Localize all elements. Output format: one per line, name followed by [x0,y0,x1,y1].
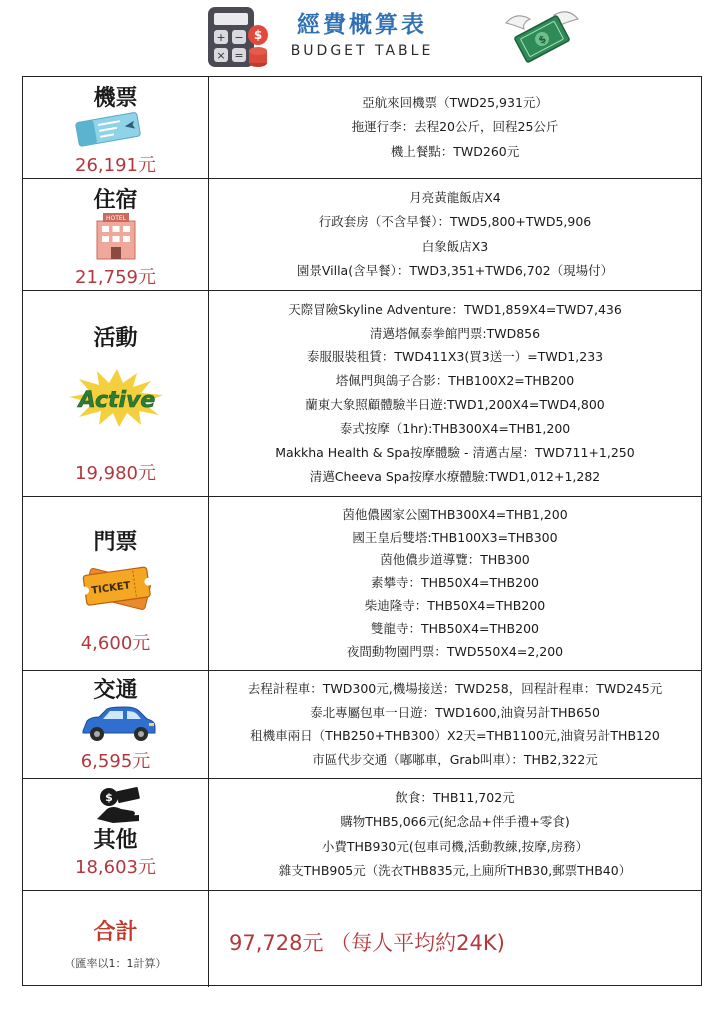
detail-line: 柴迪隆寺：THB50X4=THB200 [364,598,546,614]
detail-line: 亞航來回機票（TWD25,931元） [362,95,548,111]
hotel-category-cell [23,179,209,290]
detail-line: 泰北專屬包車一日遊：TWD1600,油資另計THB650 [310,704,600,720]
svg-text:$: $ [105,791,113,804]
activity-category-cell [23,291,209,496]
detail-line: 清邁Cheeva Spa按摩水療體驗:TWD1,012+1,282 [309,469,601,484]
hotel-details [209,179,701,290]
detail-line: 園景Villa(含早餐）：TWD3,351+TWD6,702（現場付） [296,262,614,278]
transport-row [23,671,701,779]
other-amount: 18,603元 [75,857,156,878]
detail-line: 行政套房（不含早餐）：TWD5,800+TWD5,906 [318,214,592,230]
plane-ticket-icon [73,109,147,149]
total-label-cell [23,891,209,987]
flying-money-icon [500,5,584,67]
detail-line: 泰服服裝租賃：TWD411X3(買3送一）=TWD1,233 [306,349,604,365]
page-header [0,0,724,76]
total-value-cell [209,891,701,987]
svg-text:$: $ [537,33,549,47]
detail-line: 飲食：THB11,702元 [395,790,515,805]
svg-text:×: × [216,49,226,62]
page-title: 經費概算表 [297,11,427,38]
detail-line: 素攀寺：THB50X4=THB200 [371,575,539,591]
activity-row [23,291,701,497]
detail-line: 購物THB5,066元(紀念品+伴手禮+零食) [340,814,570,830]
hotel-amount: 21,759元 [75,267,156,288]
car-icon [77,705,159,745]
activity-details [209,291,701,496]
detail-line: 清邁塔佩泰拳館門票:TWD856 [369,325,541,341]
active-logo-text: Active [78,388,156,413]
hotel-row [23,179,701,291]
other-label: 其他 [93,827,138,853]
page-subtitle: BUDGET TABLE [290,43,434,59]
tickets-row [23,497,701,671]
detail-line: 雙龍寺：THB50X4=THB200 [371,621,539,637]
svg-text:=: = [234,49,244,62]
svg-text:$: $ [253,28,263,42]
total-label: 合計 [93,919,138,945]
ticket-text: TICKET [90,580,132,597]
detail-line: 雜支THB905元（洗衣THB835元,上廁所THB30,郵票THB40） [278,862,632,878]
svg-text:−: − [234,31,244,44]
flight-row [23,77,701,179]
total-amount: 97,728元 （每人平均約24K) [229,931,505,955]
tickets-details [209,497,701,670]
transport-amount: 6,595元 [80,751,151,772]
hotel-label: 住宿 [93,187,138,213]
other-details [209,779,701,890]
flight-details [209,77,701,178]
active-logo-icon [63,365,171,429]
detail-line: 茵他儂國家公園THB300X4=THB1,200 [342,506,568,522]
detail-line: 去程計程車：TWD300元,機場接送：TWD258，回程計程車：TWD245元 [247,681,663,697]
detail-line: 天際冒險Skyline Adventure：TWD1,859X4=TWD7,436 [288,301,622,317]
tickets-amount: 4,600元 [80,633,151,654]
detail-line: 夜間動物園門票：TWD550X4=2,200 [346,644,564,660]
hotel-sign: HOTEL [105,215,127,222]
hotel-icon [91,211,141,261]
detail-line: 茵他儂步道導覽：THB300 [380,552,530,568]
other-category-cell [23,779,209,890]
tickets-category-cell [23,497,209,670]
flight-label: 機票 [93,85,138,111]
activity-amount: 19,980元 [75,463,156,484]
tickets-label: 門票 [93,529,138,555]
transport-details [209,671,701,778]
flight-amount: 26,191元 [75,155,156,176]
detail-line: 市區代步交通（嘟嘟車，Grab叫車）：THB2,322元 [312,751,598,767]
transport-category-cell [23,671,209,778]
detail-line: Makkha Health & Spa按摩體驗 - 清邁古屋：TWD711+1,250 [275,445,635,461]
total-row [23,891,701,987]
flight-category-cell [23,77,209,178]
detail-line: 塔佩門與鴿子合影：THB100X2=THB200 [335,373,575,389]
svg-text:+: + [216,31,226,44]
ticket-icon [77,559,159,617]
detail-line: 租機車兩日（THB250+THB300）X2天=THB1100元,油資另計THB120 [250,728,660,744]
detail-line: 國王皇后雙塔:THB100X3=THB300 [352,529,558,545]
detail-line: 月亮黃龍飯店X4 [409,190,501,205]
money-hand-icon [93,785,143,825]
activity-label: 活動 [93,325,138,351]
transport-label: 交通 [93,677,138,703]
detail-line: 泰式按摩（1hr):THB300X4=THB1,200 [339,421,571,437]
detail-line: 機上餐點：TWD260元 [390,143,520,159]
budget-table [22,76,702,986]
detail-line: 小費THB930元(包車司機,活動教練,按摩,房務） [321,838,589,854]
other-row [23,779,701,891]
detail-line: 拖運行李：去程20公斤，回程25公斤 [351,119,559,135]
exchange-rate-note: （匯率以1：1計算） [64,957,167,970]
detail-line: 蘭東大象照顧體驗半日遊:TWD1,200X4=TWD4,800 [305,397,605,413]
detail-line: 白象飯店X3 [421,238,489,254]
